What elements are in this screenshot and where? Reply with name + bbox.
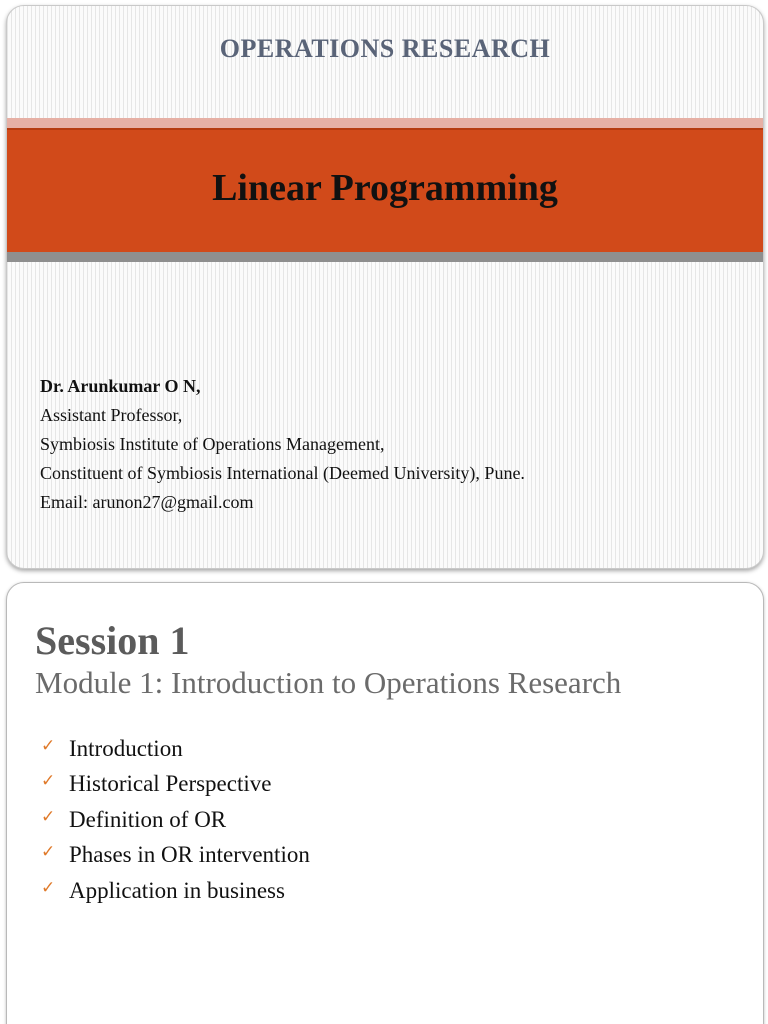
author-position: Assistant Professor, (40, 405, 183, 425)
author-name: Dr. Arunkumar O N, (40, 376, 201, 396)
list-item-label: Introduction (69, 735, 183, 761)
author-info (40, 372, 525, 517)
list-item-label: Application in business (69, 877, 285, 903)
list-item (41, 767, 310, 803)
session-slide (6, 582, 764, 1024)
check-icon: ✓ (41, 842, 56, 863)
list-item-label: Phases in OR intervention (69, 842, 310, 868)
check-icon: ✓ (41, 877, 56, 898)
topic-list (41, 731, 310, 909)
list-item (41, 731, 310, 767)
check-icon: ✓ (41, 806, 56, 827)
author-institute: Symbiosis Institute of Operations Management, (40, 434, 385, 454)
title-band (7, 128, 763, 252)
check-icon: ✓ (41, 771, 56, 792)
course-header: OPERATIONS RESEARCH (219, 34, 551, 63)
list-item (41, 802, 310, 838)
list-item-label: Definition of OR (69, 806, 227, 832)
module-subtitle: Module 1: Introduction to Operations Research (35, 665, 622, 700)
list-item (41, 873, 310, 909)
title-band-bottom-stripe (7, 252, 763, 262)
author-university: Constituent of Symbiosis International (Deemed University), Pune. (40, 463, 525, 483)
session-title: Session 1 (35, 618, 190, 663)
slide-title: Linear Programming (212, 167, 558, 209)
title-band-top-stripe (7, 118, 763, 128)
author-email: Email: arunon27@gmail.com (40, 492, 254, 512)
list-item (41, 838, 310, 874)
list-item-label: Historical Perspective (69, 771, 272, 797)
title-slide (6, 5, 764, 569)
check-icon: ✓ (41, 735, 56, 756)
